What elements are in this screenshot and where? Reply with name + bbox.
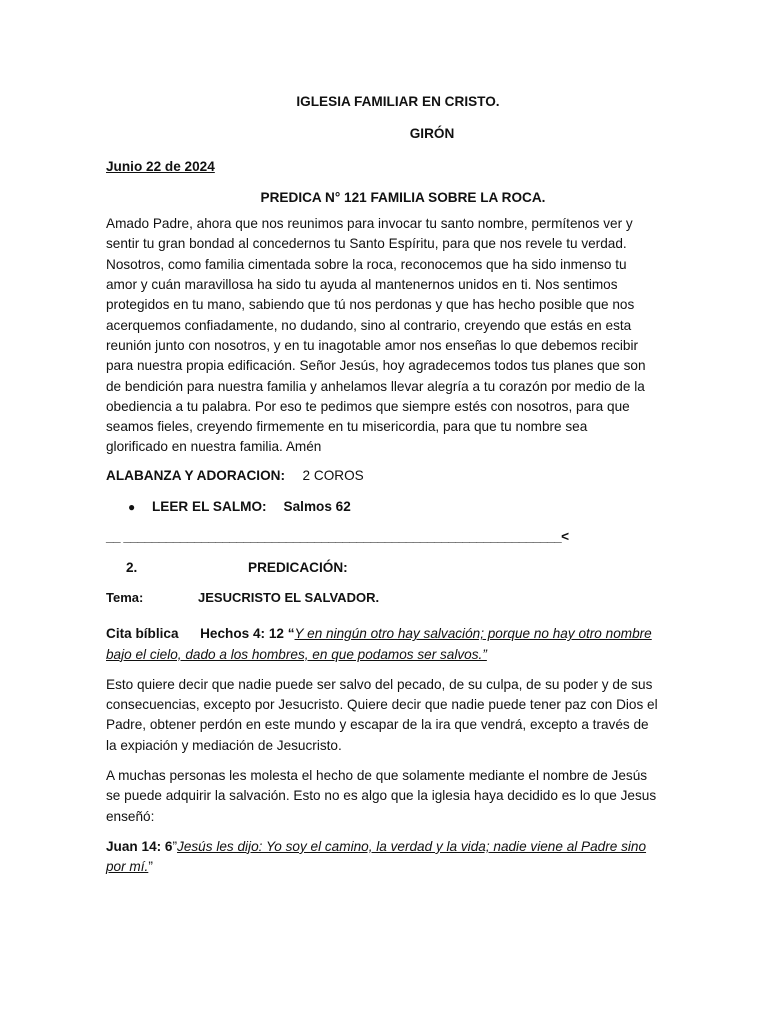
citation-quote-cont: bajo el cielo, dado a los hombres, en que podamos ser salvos.”: [106, 646, 487, 662]
paragraph-line: Padre, obtener perdón en este mundo y escapar de la ira que vendrá, excepto a través de: [106, 717, 649, 733]
sermon-date: Junio 22 de 2024: [106, 158, 215, 174]
section-number: 2.: [126, 559, 138, 575]
opening-prayer: [106, 214, 662, 458]
city-title: GIRÓN: [409, 126, 455, 142]
worship-line: [106, 466, 662, 486]
section-title: PREDICACIÓN:: [248, 559, 348, 575]
topic-value: JESUCRISTO EL SALVADOR.: [198, 589, 380, 605]
john-citation: [106, 837, 662, 878]
john-reference: Juan 14: 6: [106, 838, 173, 854]
prayer-line: amor y cuán maravillosa ha sido tu ayuda al mantenernos unidos en ti. Nos sentimos: [106, 277, 618, 293]
section-heading: [106, 558, 662, 578]
prayer-line: reunión junto con nosotros, y en tu inagotable amor nos enseñas lo que debemos recibir: [106, 337, 639, 353]
worship-label: ALABANZA Y ADORACION:: [106, 467, 285, 483]
psalm-value: Salmos 62: [283, 499, 351, 515]
paragraph-line: consecuencias, excepto por Jesucristo. Quiere decir que nadie puede tener paz con Dios el: [106, 697, 658, 713]
john-quote-cont: por mí.: [106, 859, 149, 875]
john-open-quote: ”: [172, 838, 178, 854]
prayer-line: obediencia a tu palabra. Por eso te pedimos que siempre estés con nosotros, para que: [106, 398, 630, 414]
explanation-paragraph: [106, 675, 662, 756]
prayer-line: sentir tu gran bondad al concedernos tu Santo Espíritu, para que nos revele tu verdad.: [106, 236, 627, 252]
john-quote: Jesús les dijo: Yo soy el camino, la verdad y la vida; nadie viene al Padre sino: [177, 838, 647, 854]
prayer-line: seamos fieles, creyendo firmemente en tu misericordia, para que tu nombre sea: [106, 419, 588, 435]
paragraph-line: enseñó:: [106, 808, 155, 824]
document-body: [106, 92, 662, 878]
prayer-line: Amado Padre, ahora que nos reunimos para invocar tu santo nombre, permítenos ver y: [106, 216, 633, 232]
topic-label: Tema:: [106, 589, 144, 605]
paragraph-line: Esto quiere decir que nadie puede ser salvo del pecado, de su culpa, de su poder y de sus: [106, 676, 653, 692]
prayer-line: para nuestra propia edificación. Señor Jesús, hoy agradecemos todos tus planes que son: [106, 358, 646, 374]
paragraph-line: la expiación y mediación de Jesucristo.: [106, 737, 342, 753]
citation-label: Cita bíblica: [106, 626, 179, 642]
bible-citation: [106, 624, 662, 665]
psalm-label: LEER EL SALMO:: [152, 499, 267, 515]
explanation-paragraph-2: [106, 766, 662, 827]
paragraph-line: A muchas personas les molesta el hecho de que solamente mediante el nombre de Jesús: [106, 768, 648, 784]
paragraph-line: se puede adquirir la salvación. Esto no es algo que la iglesia haya decidido es lo que Jesus: [106, 788, 657, 804]
john-close-quote: ”: [148, 859, 153, 875]
separator-line: __ ______________________________________________________________<: [106, 529, 569, 545]
sermon-heading: PREDICA N° 121 FAMILIA SOBRE LA ROCA.: [260, 189, 546, 205]
worship-value: 2 COROS: [302, 467, 364, 483]
prayer-line: protegidos en tu mano, sabiendo que tú nos perdonas y que has hecho posible que nos: [106, 297, 635, 313]
prayer-line: de bendición para nuestra familia y anhelamos llevar alegría a tu corazón por medio de la: [106, 378, 645, 394]
citation-reference: Hechos 4: 12 “: [200, 626, 295, 642]
citation-quote: Y en ningún otro hay salvación; porque no hay otro nombre: [294, 626, 652, 642]
prayer-line: Nosotros, como familia cimentada sobre la roca, reconocemos que ha sido inmenso tu: [106, 256, 627, 272]
church-title: IGLESIA FAMILIAR EN CRISTO.: [296, 94, 500, 109]
prayer-line: glorificado en nuestra familia. Amén: [106, 439, 322, 455]
bullet-icon: ●: [128, 500, 136, 515]
prayer-line: acerquemos confiadamente, no dudando, sino al contrario, creyendo que estás en esta: [106, 317, 632, 333]
topic-line: [106, 588, 662, 608]
psalm-item: [106, 497, 662, 517]
